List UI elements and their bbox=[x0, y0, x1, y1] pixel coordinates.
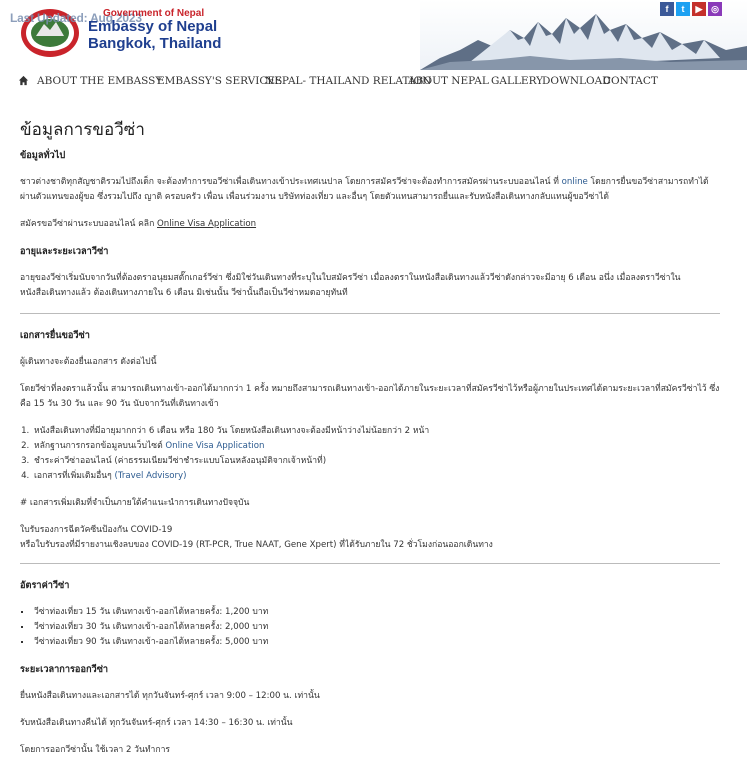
documents-paragraph: โดยวีซ่าที่ลงตราแล้วนั้น สามารถเดินทางเข้า-ออกได้มากกว่า 1 ครั้ง หมายถึงสามารถเดินทางเข้า-ออกได้ภายในระยะเวลาที่สมัครวีซ่าไว้หรือผู้ภายในประเทศได้ตามระยะเวลาที่สมัครวีซ่าไว้ ซึ่งคือ 15 วัน 30 วัน และ 90 วัน นับจากวันที่เดินทางเข้า bbox=[20, 384, 720, 409]
social-links bbox=[660, 2, 722, 16]
travel-advisory-link[interactable]: (Travel Advisory) bbox=[114, 471, 187, 481]
list-item: 1. หนังสือเดินทางที่มีอายุมากกว่า 6 เดือน หรือ 180 วัน โดยหนังสือเดินทางจะต้องมีหน้าว่างไม่น้อยกว่า 2 หน้า bbox=[32, 424, 720, 439]
documents-heading: เอกสารยื่นขอวีซ่า bbox=[20, 330, 90, 341]
youtube-icon[interactable]: ▶ bbox=[692, 2, 706, 16]
processing-time-heading: ระยะเวลาการออกวีซ่า bbox=[20, 664, 109, 675]
covid-line-2: หรือใบรับรองที่มีรายงานเชิงลบของ COVID-19 (RT-PCR, True NAAT, Gene Xpert) ที่ได้รับภายใน 72 ชั่วโมงก่อนออกเดินทาง bbox=[20, 540, 493, 550]
embassy-name-line1: Embassy of Nepal bbox=[88, 18, 218, 35]
site-header bbox=[0, 0, 747, 70]
main-content bbox=[20, 118, 720, 770]
list-item: 4. เอกสารที่เพิ่มเติมอื่นๆ (Travel Advisory) bbox=[32, 469, 720, 484]
government-label: Government of Nepal bbox=[103, 8, 205, 19]
list-item: 3. ชำระค่าวีซ่าออนไลน์ (ค่าธรรมเนียมวีซ่าชำระแบบโอนหลังอนุมัติจากเจ้าหน้าที่) bbox=[32, 454, 720, 469]
apply-online-paragraph: สมัครขอวีซ่าผ่านระบบออนไลน์ คลิก Online Visa Application bbox=[20, 219, 257, 229]
online-visa-application-link[interactable]: Online Visa Application bbox=[157, 219, 257, 229]
nav-contact[interactable]: CONTACT bbox=[603, 75, 658, 87]
instagram-icon[interactable]: ◎ bbox=[708, 2, 722, 16]
fees-list bbox=[20, 605, 720, 650]
submission-hours: ยื่นหนังสือเดินทางและเอกสารได้ ทุกวันจันทร์-ศุกร์ เวลา 9:00 – 12:00 น. เท่านั้น bbox=[20, 691, 320, 701]
covid-paragraph bbox=[20, 523, 720, 553]
general-info-heading: ข้อมูลทั่วไป bbox=[20, 150, 66, 161]
covid-line-1: ใบรับรองการฉีดวัคซีนป้องกัน COVID-19 bbox=[20, 525, 173, 535]
facebook-icon[interactable]: f bbox=[660, 2, 674, 16]
embassy-name-line2: Bangkok, Thailand bbox=[88, 35, 222, 52]
section-divider bbox=[20, 563, 720, 564]
processing-duration: โดยการออกวีซ่านั้น ใช้เวลา 2 วันทำการ bbox=[20, 745, 171, 755]
online-link[interactable]: online bbox=[561, 177, 588, 187]
documents-list bbox=[20, 424, 720, 484]
home-icon[interactable] bbox=[18, 75, 29, 86]
section-divider bbox=[20, 313, 720, 314]
nav-about-embassy[interactable]: ABOUT THE EMBASSY bbox=[37, 75, 163, 87]
validity-heading: อายุและระยะเวลาวีซ่า bbox=[20, 246, 109, 257]
nav-about-nepal[interactable]: ABOUT NEPAL bbox=[408, 75, 489, 87]
general-info-paragraph: ชาวต่างชาติทุกสัญชาติรวมไปถึงเด็ก จะต้องทำการขอวีซ่าเพื่อเดินทางเข้าประเทศเนปาล โดยการสมัครวีซ่าจะต้องทำการสมัครผ่านระบบออนไลน์ ที่ online โดยการยื่นขอวีซ่าสามารถทำได้ผ่านตัวแทนของผู้ขอ ซึ่งรวมไปถึง ญาติ ครอบครัว เพื่อน เพื่อนร่วมงาน บริษัทท่องเที่ยว และอื่นๆ โดยตัวแทนสามารถยื่นและรับหนังสือเดินทางกลับแทนผู้ขอวีซ่าได้ bbox=[20, 177, 709, 202]
nav-gallery[interactable]: GALLERY bbox=[491, 75, 544, 87]
documents-note: # เอกสารเพิ่มเติมที่จำเป็นภายใต้คำแนะนำการเดินทางปัจจุบัน bbox=[20, 498, 250, 508]
scrolling-ticker: Last Updated: Aug 2023 bbox=[10, 11, 142, 25]
list-item: ▪ วีซ่าท่องเที่ยว 15 วัน เดินทางเข้า-ออกได้หลายครั้ง: 1,200 บาท bbox=[32, 605, 720, 620]
list-item: ▪ วีซ่าท่องเที่ยว 30 วัน เดินทางเข้า-ออกได้หลายครั้ง: 2,000 บาท bbox=[32, 620, 720, 635]
page-title: ข้อมูลการขอวีซ่า bbox=[20, 120, 145, 140]
twitter-icon[interactable]: t bbox=[676, 2, 690, 16]
documents-intro: ผู้เดินทางจะต้องยื่นเอกสาร ดังต่อไปนี้ bbox=[20, 357, 157, 367]
nav-download[interactable]: DOWNLOAD bbox=[542, 75, 611, 87]
validity-paragraph: อายุของวีซ่าเริ่มนับจากวันที่ต้องตราอนุยมสตั๊กเกอร์วีซ่า ซึ่งมิใช่วันเดินทางที่ระบุในใบสมัครวีซ่า เมื่อลงตราในหนังสือเดินทางแล้ววีซ่าดังกล่าวจะมีอายุ 6 เดือน อนึ่ง เมื่อลงตราวีซ่าในหนังสือเดินทางแล้ว ต้องเดินทางภายใน 6 เดือน มิเช่นนั้น วีซ่านั้นถือเป็นวีซ่าหมดอายุทันที bbox=[20, 273, 681, 298]
list-item: 2. หลักฐานการกรอกข้อมูลบนเว็บไซต์ Online Visa Application bbox=[32, 439, 720, 454]
list-item: ▪ วีซ่าท่องเที่ยว 90 วัน เดินทางเข้า-ออกได้หลายครั้ง: 5,000 บาท bbox=[32, 635, 720, 650]
main-nav bbox=[0, 70, 747, 94]
fees-heading: อัตราค่าวีซ่า bbox=[20, 580, 70, 591]
nav-nepal-thailand-relation[interactable]: NEPAL- THAILAND RELATION bbox=[265, 75, 432, 87]
embassy-name[interactable] bbox=[88, 18, 221, 52]
online-visa-application-link-2[interactable]: Online Visa Application bbox=[165, 441, 265, 451]
nav-embassy-services[interactable]: EMBASSY'S SERVICES bbox=[157, 75, 283, 87]
pickup-hours: รับหนังสือเดินทางคืนได้ ทุกวันจันทร์-ศุกร์ เวลา 14:30 – 16:30 น. เท่านั้น bbox=[20, 718, 293, 728]
